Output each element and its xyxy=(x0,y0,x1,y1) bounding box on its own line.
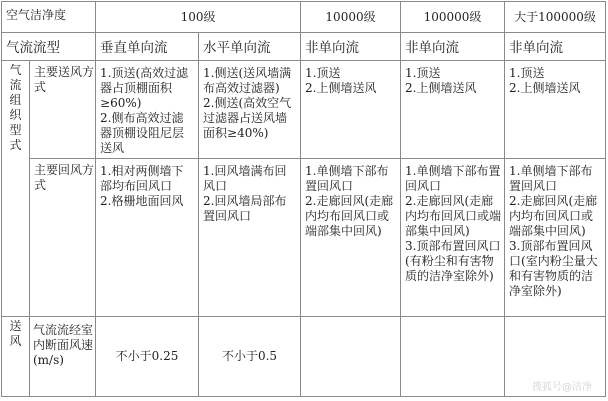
air-supply-group-label xyxy=(2,317,30,397)
return-item: 1.单侧墙下部布置回风口 xyxy=(305,164,389,193)
supply-row xyxy=(2,61,606,159)
flow-type-cell: 非单向流 xyxy=(505,33,606,61)
airflow-spec-table xyxy=(1,1,606,397)
supply-cell xyxy=(301,61,401,159)
supply-method-label: 主要送风方式 xyxy=(30,61,96,159)
flow-type-cell: 垂直单向流 xyxy=(96,33,199,61)
cleanliness-header: 空气洁净度 xyxy=(2,2,96,33)
supply-item: 2.上侧墙送风 xyxy=(405,81,477,95)
flow-type-cell: 非单向流 xyxy=(401,33,505,61)
supply-item: 1.顶送 xyxy=(305,66,341,80)
return-cell xyxy=(301,159,401,317)
flow-type-row xyxy=(2,33,606,61)
supply-item: 2.上侧墙送风 xyxy=(509,81,581,95)
return-item: 2.格栅地面回风 xyxy=(100,194,184,208)
supply-item: 2.侧布高效过滤器顶棚设阻尼层送风 xyxy=(100,111,185,155)
return-cell xyxy=(96,159,199,317)
return-method-label: 主要回风方式 xyxy=(30,159,96,317)
return-item: 3.顶部布置回风口(室内粉尘量大和有害物质的洁净室除外) xyxy=(509,239,598,298)
airflow-organization-group-label xyxy=(2,61,30,317)
group-char: 型 xyxy=(9,123,22,137)
velocity-value: 不小于0.5 xyxy=(199,317,301,397)
flow-type-cell: 水平单向流 xyxy=(199,33,301,61)
group-char: 送 xyxy=(9,319,22,333)
group-char: 组 xyxy=(9,93,22,107)
flow-type-cell: 非单向流 xyxy=(301,33,401,61)
class-above-100000-header: 大于100000级 xyxy=(505,2,606,33)
group-char: 式 xyxy=(9,138,22,152)
return-cell xyxy=(401,159,505,317)
return-item: 2.走廊回风(走廊内均布回风口或端部集中回风) xyxy=(509,194,598,238)
watermark: 搜狐号@洁净 xyxy=(532,382,592,393)
group-char: 气 xyxy=(9,63,22,77)
supply-item: 1.顶送 xyxy=(405,66,441,80)
return-item: 2.回风墙局部布置回风口 xyxy=(203,194,287,223)
group-char: 风 xyxy=(9,334,22,348)
return-row xyxy=(2,159,606,317)
supply-cell xyxy=(199,61,301,159)
supply-item: 1.顶送 xyxy=(509,66,545,80)
return-cell xyxy=(505,159,606,317)
supply-cell xyxy=(401,61,505,159)
supply-item: 1.顶送(高效过滤器占顶棚面积≥60%) xyxy=(100,66,189,110)
group-char: 织 xyxy=(9,108,22,122)
return-item: 2.走廊回风(走廊内均布回风口或端部集中回风) xyxy=(305,194,394,238)
class-10000-header: 10000级 xyxy=(301,2,401,33)
group-char: 流 xyxy=(9,78,22,92)
supply-cell xyxy=(505,61,606,159)
supply-item: 1.侧送(送风墙满布高效过滤器) xyxy=(203,66,292,95)
supply-item: 2.上侧墙送风 xyxy=(305,81,377,95)
return-cell xyxy=(199,159,301,317)
return-item: 1.单侧墙下部布置回风口 xyxy=(405,164,501,193)
class-100-header: 100级 xyxy=(96,2,301,33)
supply-cell xyxy=(96,61,199,159)
velocity-label: 气流流经室内断面风速(m/s) xyxy=(30,317,96,397)
return-item: 2.走廊回风(走廊内均布回风口或端部集中回风) xyxy=(405,194,502,238)
return-item: 3.顶部布置回风口(有粉尘和有害物质的洁净室除外) xyxy=(405,239,501,283)
supply-item: 2.侧送(高效空气过滤器占送风墙面积≥40%) xyxy=(203,96,292,140)
velocity-row xyxy=(2,317,606,397)
velocity-value xyxy=(301,317,401,397)
return-item: 1.相对两侧墙下部均布回风口 xyxy=(100,164,184,193)
velocity-value xyxy=(401,317,505,397)
flow-type-label: 气流流型 xyxy=(2,33,96,61)
header-row xyxy=(2,2,606,33)
velocity-value: 不小于0.25 xyxy=(96,317,199,397)
return-item: 1.回风墙满布回风口 xyxy=(203,164,287,193)
class-100000-header: 100000级 xyxy=(401,2,505,33)
return-item: 1.单侧墙下部布置回风口 xyxy=(509,164,593,193)
